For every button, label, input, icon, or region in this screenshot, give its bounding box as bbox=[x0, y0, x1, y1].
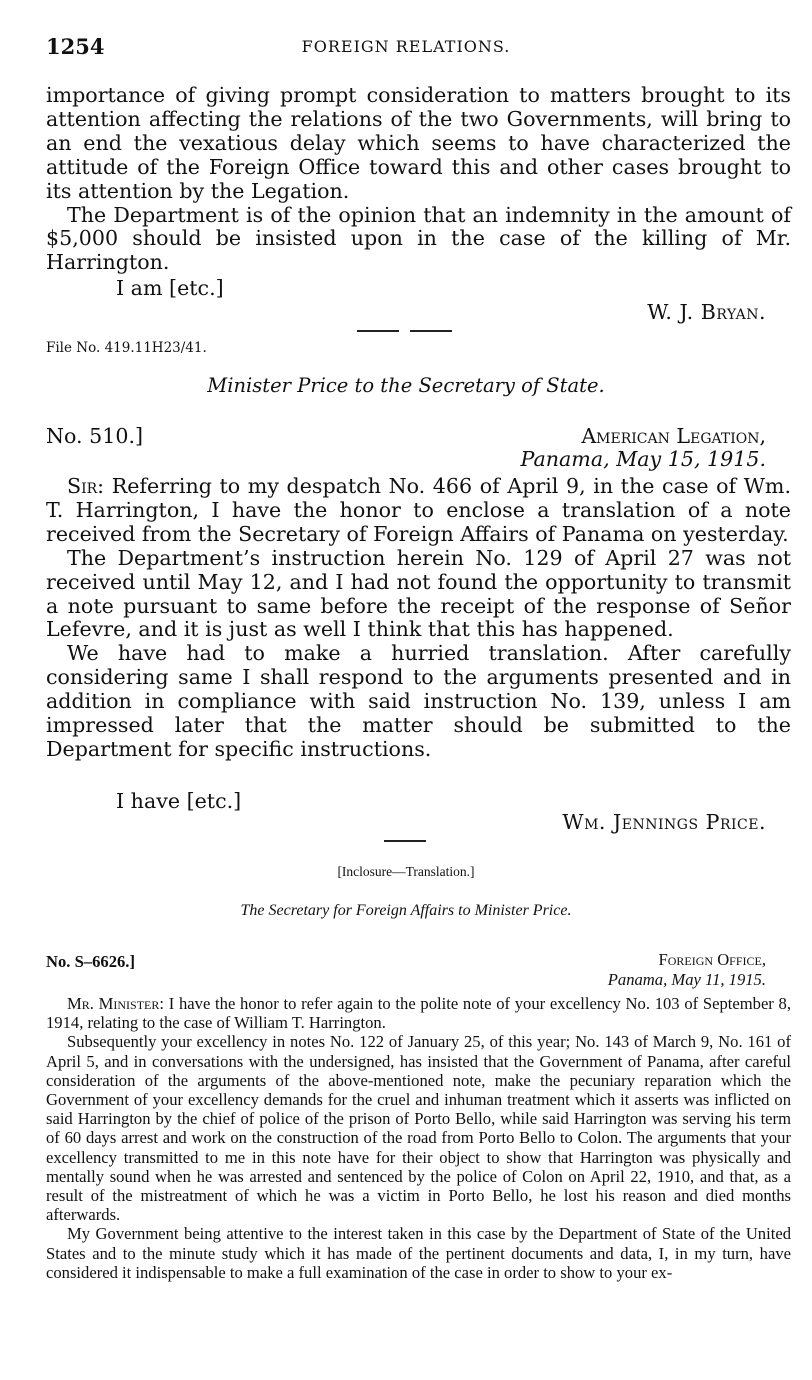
running-head: FOREIGN RELATIONS. bbox=[301, 37, 511, 56]
date-line: Panama, May 15, 1915. bbox=[520, 447, 766, 471]
bryan-closing: I am [etc.] bbox=[116, 276, 224, 300]
page-number: 1254 bbox=[46, 34, 105, 59]
salutation: Sir: bbox=[67, 474, 105, 498]
enclosure-label: [Inclosure—Translation.] bbox=[337, 864, 475, 879]
body-paragraph: The Department is of the opinion that an indemnity in the amount of $5,000 should be insisted upon in the case of the killing of Mr. Harrington. bbox=[46, 202, 791, 275]
bryan-signature: W. J. Bryan. bbox=[647, 300, 766, 324]
place-line: American Legation, bbox=[581, 424, 766, 448]
body-paragraph: The Department’s instruction herein No. 129 of April 27 was not received until May 12, and I had not found the opportunity to transmit a note pursuant to same before the receipt of the response of Señor Lefevre, and it is just as well I think that this has happened. bbox=[46, 545, 791, 642]
enclosure-number: No. S–6626.] bbox=[46, 952, 135, 971]
salutation: Mr. Minister: bbox=[67, 994, 164, 1013]
body-paragraph: We have had to make a hurried translation. After carefully considering same I shall respond to the arguments presented and in addition in compliance with said instruction No. 139, unless I am impressed later that the matter should be submitted to the Department for specific instructions. bbox=[46, 641, 791, 761]
enclosure-body bbox=[46, 994, 791, 1282]
document-title: Minister Price to the Secretary of State. bbox=[207, 374, 605, 397]
body-paragraph: Sir: Referring to my despatch No. 466 of April 9, in the case of Wm. T. Harrington, I have the honor to enclose a translation of a note received from the Secretary of Foreign Affairs of Panama on yesterday. bbox=[46, 474, 792, 546]
enclosure-title: The Secretary for Foreign Affairs to Minister Price. bbox=[240, 902, 572, 919]
price-closing: I have [etc.] bbox=[116, 789, 242, 813]
despatch-number: No. 510.] bbox=[46, 424, 144, 448]
body-paragraph: My Government being attentive to the interest taken in this case by the Department of State of the United States and to the minute study which it has made of the pertinent documents and data, I, in my turn, have considered it indispensable to make a full examination of the case in order to show to your ex- bbox=[46, 1224, 791, 1282]
separator-rule bbox=[384, 840, 426, 842]
place-line: Foreign Office, bbox=[658, 950, 766, 969]
bryan-letter-body bbox=[46, 84, 791, 275]
date-line: Panama, May 11, 1915. bbox=[607, 970, 766, 989]
body-paragraph: Mr. Minister: I have the honor to refer again to the polite note of your excellency No. 103 of September 8, 1914, relating to the case of William T. Harrington. bbox=[46, 994, 792, 1033]
body-paragraph: Subsequently your excellency in notes No. 122 of January 25, of this year; No. 143 of March 9, No. 161 of April 5, and in conversations with the undersigned, has insisted that the Government of Panama, after careful consideration of the arguments of the above-mentioned note, make the pecuniary reparation which the Government of your excellency demands for the cruel and inhuman treatment which it asserts was inflicted on said Harrington by the chief of police of the prison of Porto Bello, while said Harrington was serving his term of 60 days arrest and work on the construction of the road from Porto Bello to Colon. The arguments that your excellency transmitted to me in this note have for their object to show that Harrington was physically and mentally sound when he was arrested and sentenced by the police of Colon on April 22, 1910, and that, as a result of the mistreatment of which he was a victim in Porto Bello, he lost his reason and died months afterwards. bbox=[46, 1032, 791, 1225]
file-number: File No. 419.11H23/41. bbox=[46, 340, 207, 356]
price-signature: Wm. Jennings Price. bbox=[562, 810, 766, 834]
body-paragraph: importance of giving prompt consideration to matters brought to its attention affecting the relations of the two Governments, will bring to an end the vexatious delay which seems to have characterized the attitude of the Foreign Office toward this and other cases brought to its attention by the Legation. bbox=[46, 83, 791, 203]
page-header bbox=[46, 34, 766, 62]
separator-rule bbox=[357, 330, 399, 332]
separator-rule bbox=[410, 330, 452, 332]
price-letter-body bbox=[46, 475, 791, 762]
